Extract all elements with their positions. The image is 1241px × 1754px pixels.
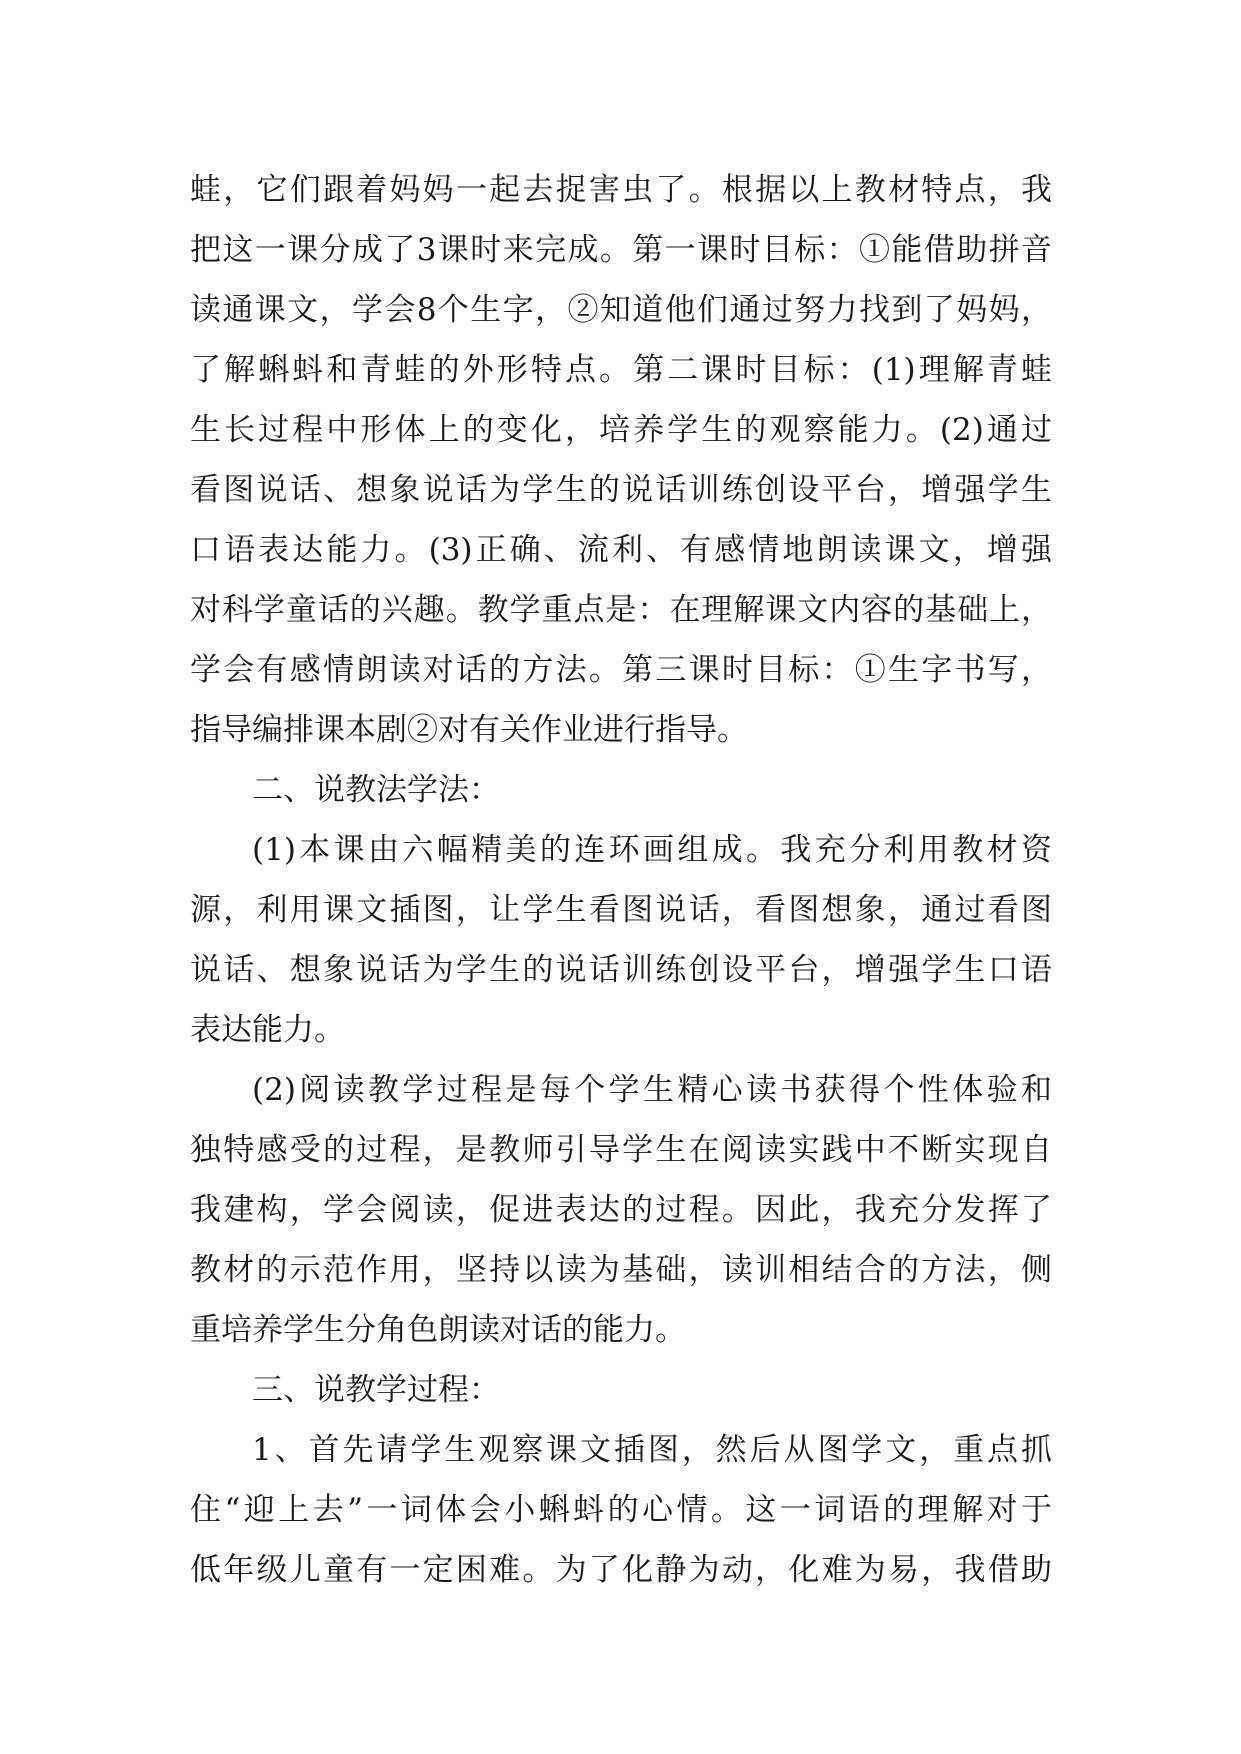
paragraph-process-1 (190, 1420, 1052, 1600)
text-line: 教材的示范作用，坚持以读为基础，读训相结合的方法，侧 (190, 1252, 1052, 1288)
text-line: 低年级儿童有一定困难。为了化静为动，化难为易，我借助 (190, 1552, 1052, 1588)
text-line: 指导编排课本剧②对有关作业进行指导。 (190, 712, 748, 748)
text-line: 对科学童话的兴趣。教学重点是：在理解课文内容的基础上， (190, 592, 1052, 628)
body-text (190, 160, 1052, 1600)
text-line: 独特感受的过程，是教师引导学生在阅读实践中不断实现自 (190, 1132, 1052, 1168)
text-line: 重培养学生分角色朗读对话的能力。 (190, 1312, 686, 1348)
text-line: 把这一课分成了3课时来完成。第一课时目标：①能借助拼音 (190, 232, 1052, 268)
heading-text: 二、说教法学法： (252, 772, 500, 808)
text-line: 看图说话、想象说话为学生的说话训练创设平台，增强学生 (190, 472, 1052, 508)
text-line: 住“迎上去”一词体会小蝌蚪的心情。这一词语的理解对于 (190, 1492, 1052, 1528)
text-line: 蛙，它们跟着妈妈一起去捉害虫了。根据以上教材特点，我 (190, 172, 1052, 208)
paragraph-method-1 (190, 820, 1052, 1060)
paragraph-method-2 (190, 1060, 1052, 1360)
text-line: 1、首先请学生观察课文插图，然后从图学文，重点抓 (252, 1432, 1052, 1468)
text-line: 我建构，学会阅读，促进表达的过程。因此，我充分发挥了 (190, 1192, 1052, 1228)
section-heading-methods (190, 760, 1052, 820)
text-line: 学会有感情朗读对话的方法。第三课时目标：①生字书写， (190, 652, 1052, 688)
text-line: 生长过程中形体上的变化，培养学生的观察能力。(2)通过 (190, 412, 1052, 448)
text-line: (2)阅读教学过程是每个学生精心读书获得个性体验和 (252, 1072, 1052, 1108)
section-heading-process (190, 1360, 1052, 1420)
text-line: 表达能力。 (190, 1012, 345, 1048)
text-line: 读通课文，学会8个生字，②知道他们通过努力找到了妈妈， (190, 292, 1052, 328)
text-line: (1)本课由六幅精美的连环画组成。我充分利用教材资 (252, 832, 1052, 868)
text-line: 了解蝌蚪和青蛙的外形特点。第二课时目标：(1)理解青蛙 (190, 352, 1052, 388)
paragraph-continuation (190, 160, 1052, 760)
text-line: 源，利用课文插图，让学生看图说话，看图想象，通过看图 (190, 892, 1052, 928)
text-line: 口语表达能力。(3)正确、流利、有感情地朗读课文，增强 (190, 532, 1052, 568)
text-line: 说话、想象说话为学生的说话训练创设平台，增强学生口语 (190, 952, 1052, 988)
heading-text: 三、说教学过程： (252, 1372, 500, 1408)
